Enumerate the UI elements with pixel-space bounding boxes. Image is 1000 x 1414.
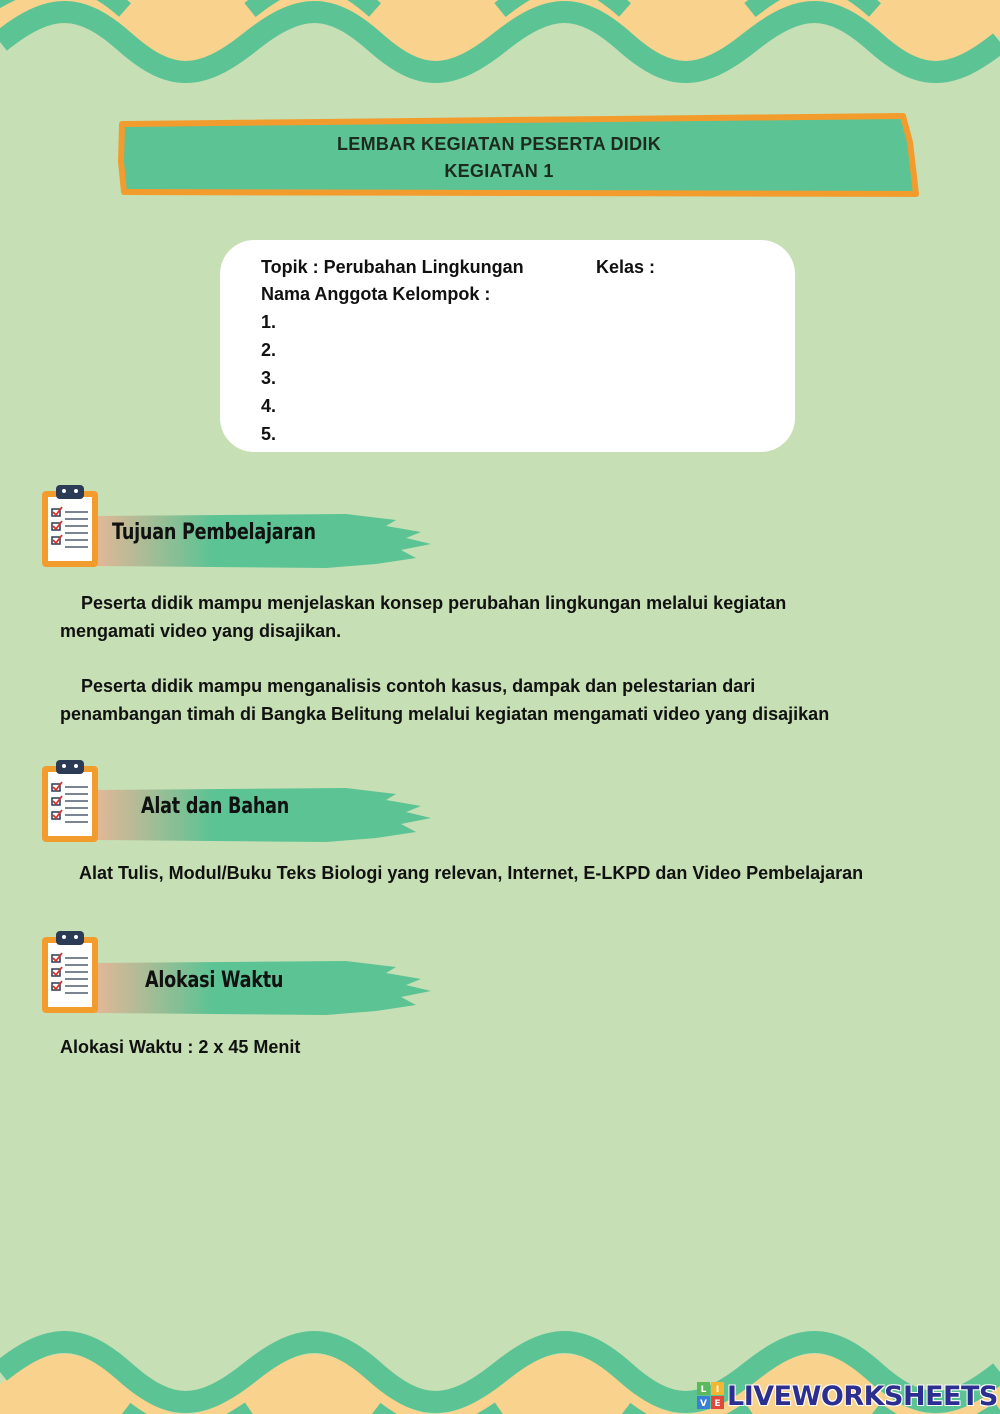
- alokasi-text: Alokasi Waktu : 2 x 45 Menit: [60, 1037, 301, 1057]
- tujuan-p1-line2: mengamati video yang disajikan.: [60, 621, 342, 641]
- member-line-2: 2.: [261, 340, 277, 360]
- tujuan-p2-line2: penambangan timah di Bangka Belitung melalui kegiatan mengamati video yang disajikan: [60, 704, 830, 724]
- tujuan-paragraph-1: [60, 589, 960, 645]
- page-title-line2: KEGIATAN 1: [444, 161, 554, 181]
- clipboard-checklist-icon: [40, 483, 102, 569]
- logo-letter-i: I: [715, 1385, 720, 1395]
- clipboard-checklist-icon: [40, 758, 102, 844]
- alat-text: Alat Tulis, Modul/Buku Teks Biologi yang relevan, Internet, E-LKPD dan Video Pembelajaran: [79, 863, 864, 883]
- alokasi-section-title: Alokasi Waktu: [145, 968, 284, 993]
- page-title: [118, 131, 880, 185]
- members-label: Nama Anggota Kelompok :: [261, 284, 491, 304]
- liveworksheets-logo-icon: [697, 1382, 725, 1410]
- clipboard-checklist-icon: [40, 929, 102, 1015]
- member-line-4: 4.: [261, 396, 277, 416]
- logo-letter-v: V: [700, 1399, 707, 1409]
- tujuan-p1-line1: Peserta didik mampu menjelaskan konsep perubahan lingkungan melalui kegiatan: [81, 593, 787, 613]
- page-title-line1: LEMBAR KEGIATAN PESERTA DIDIK: [336, 134, 662, 154]
- logo-letter-l: L: [700, 1385, 707, 1395]
- liveworksheets-brand[interactable]: [697, 1380, 998, 1412]
- member-line-1: 1.: [261, 312, 277, 332]
- class-label: Kelas :: [596, 257, 656, 277]
- logo-letter-e: E: [714, 1399, 721, 1409]
- tujuan-section-title: Tujuan Pembelajaran: [112, 520, 316, 545]
- tujuan-p2-line1: Peserta didik mampu menganalisis contoh kasus, dampak dan pelestarian dari: [81, 676, 756, 696]
- alat-section-title: Alat dan Bahan: [141, 794, 290, 819]
- top-wave-decoration: [0, 0, 1000, 90]
- member-line-3: 3.: [261, 368, 277, 388]
- tujuan-paragraph-2: [60, 672, 960, 728]
- brand-text: LIVEWORKSHEETS: [727, 1380, 998, 1412]
- topic-label: Topik : Perubahan Lingkungan: [261, 257, 524, 277]
- member-line-5: 5.: [261, 424, 277, 444]
